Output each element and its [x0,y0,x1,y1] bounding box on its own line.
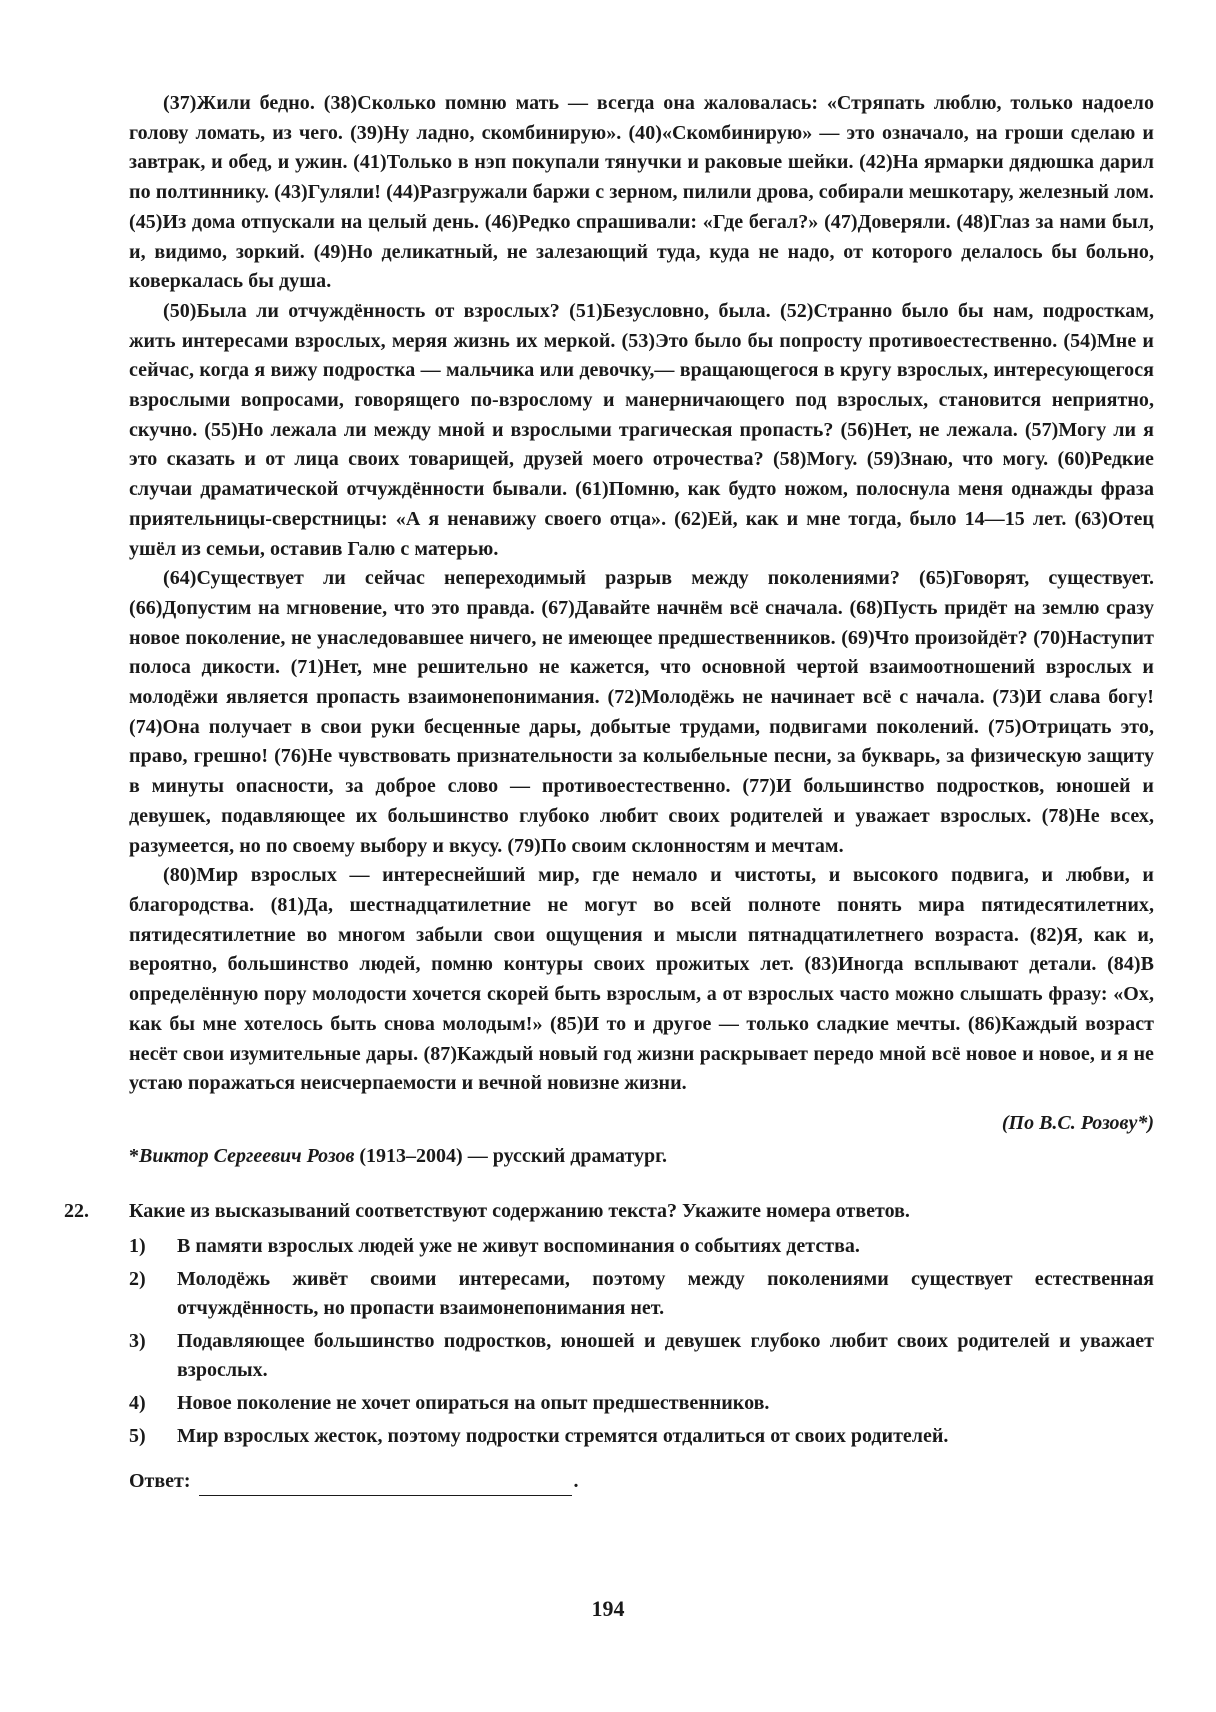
option-text: Подавляющее большинство подростков, юношей и девушек глубоко любит своих родителей и уважает взрослых. [177,1329,1154,1381]
option-4 [129,1389,1154,1418]
footnote-rest: (1913–2004) — русский драматург. [354,1144,667,1167]
option-number: 4) [129,1391,146,1414]
option-number: 3) [129,1329,146,1352]
option-text: В памяти взрослых людей уже не живут воспоминания о событиях детства. [177,1234,860,1257]
option-number: 5) [129,1424,146,1447]
footnote-star: * [129,1144,139,1167]
option-2 [129,1265,1154,1323]
option-3 [129,1327,1154,1385]
answer-row [129,1467,1154,1496]
option-text: Молодёжь живёт своими интересами, поэтому между поколениями существует естественная отчуждённость, но пропасти взаимонепонимания нет. [177,1267,1154,1319]
answer-label: Ответ: [129,1469,191,1492]
answer-options [129,1232,1154,1451]
attribution: (По В.С. Розову*) [1001,1111,1154,1134]
option-1 [129,1232,1154,1261]
task-question: Какие из высказываний соответствуют содержанию текста? Укажите номера ответов. [129,1199,910,1222]
task-number: 22. [64,1199,89,1222]
option-5 [129,1422,1154,1451]
paragraph-3: (64)Существует ли сейчас непереходимый разрыв между поколениями? (65)Говорят, существует. (66)Допустим на мгновение, что это правда. (67)Давайте начнём всё сначала. (68)Пусть придёт на землю сразу новое поколение, не унаследовавшее ничего, не имеющее предшественников. (69)Что произойдёт? (70)Наступит полоса дикости. (71)Нет, мне решительно не кажется, что основной чертой взаимоотношений взрослых и молодёжи является пропасть взаимонепонимания. (72)Молодёжь не начинает всё с начала. (73)И слава богу! (74)Она получает в свои руки бесценные дары, добытые трудами, подвигами поколений. (75)Отрицать это, право, грешно! (76)Не чувствовать признательности за колыбельные песни, за букварь, за физическую защиту в минуты опасности, за доброе слово — противоестественно. (77)И большинство подростков, юношей и девушек, подавляющее их большинство глубоко любит своих родителей и уважает взрослых. (78)Не всех, разумеется, но по своему выбору и вкусу. (79)По своим склонностям и мечтам. [129,567,1154,857]
page-number: 194 [591,1596,625,1621]
task-22 [64,1197,1154,1496]
option-text: Новое поколение не хочет опираться на опыт предшественников. [177,1391,770,1414]
main-text [64,89,1154,1496]
paragraph-1: (37)Жили бедно. (38)Сколько помню мать — всегда она жаловалась: «Стряпать люблю, только надоело голову ломать, из чего. (39)Ну ладно, скомбинирую». (40)«Скомбинирую» — это означало, на гроши сделаю и завтрак, и обед, и ужин. (41)Только в нэп покупали тянучки и раковые шейки. (42)На ярмарки дядюшка дарил по полтиннику. (43)Гуляли! (44)Разгружали баржи с зерном, пилили дрова, собирали мешкотару, железный лом. (45)Из дома отпускали на целый день. (46)Редко спрашивали: «Где бегал?» (47)Доверяли. (48)Глаз за нами был, и, видимо, зоркий. (49)Но деликатный, не залезающий туда, куда не надо, от которого делалось бы больно, коверкалась бы душа. [129,92,1154,293]
paragraph-4: (80)Мир взрослых — интереснейший мир, где немало и чистоты, и высокого подвига, и любви, и благородства. (81)Да, шестнадцатилетние не могут во всей полноте понять мира пятидесятилетних, пятидесятилетние во многом забыли свои ощущения и мысли пятнадцатилетнего возраста. (82)Я, как и, вероятно, большинство людей, помню контуры своих прожитых лет. (83)Иногда всплывают детали. (84)В определённую пору молодости хочется скорей быть взрослым, а от взрослых часто можно слышать фразу: «Ох, как бы мне хотелось быть снова молодым!» (85)И то и другое — только сладкие мечты. (86)Каждый возраст несёт свои изумительные дары. (87)Каждый новый год жизни раскрывает передо мной всё новое и новое, и я не устаю поражаться неисчерпаемости и вечной новизне жизни. [129,864,1154,1095]
author-footnote [129,1142,1154,1171]
option-number: 1) [129,1234,146,1257]
answer-blank-line[interactable] [199,1473,572,1496]
option-number: 2) [129,1267,146,1290]
footnote-author-name: Виктор Сергеевич Розов [139,1144,355,1167]
paragraph-2: (50)Была ли отчуждённость от взрослых? (51)Безусловно, была. (52)Странно было бы нам, подросткам, жить интересами взрослых, меряя жизнь их меркой. (53)Это было бы попросту противоестественно. (54)Мне и сейчас, когда я вижу подростка — мальчика или девочку,— вращающегося в кругу взрослых, интересующегося взрослыми вопросами, говорящего по-взрослому и манерничающего под взрослых, становится неприятно, скучно. (55)Но лежала ли между мной и взрослыми трагическая пропасть? (56)Нет, не лежала. (57)Могу ли я это сказать и от лица своих товарищей, друзей моего отрочества? (58)Могу. (59)Знаю, что могу. (60)Редкие случаи драматической отчуждённости бывали. (61)Помню, как будто ножом, полоснула меня однажды фраза приятельницы-сверстницы: «А я ненавижу своего отца». (62)Ей, как и мне тогда, было 14—15 лет. (63)Отец ушёл из семьи, оставив Галю с матерью. [129,299,1154,560]
answer-dot: . [573,1469,579,1492]
option-text: Мир взрослых жесток, поэтому подростки стремятся отдалиться от своих родителей. [177,1424,949,1447]
